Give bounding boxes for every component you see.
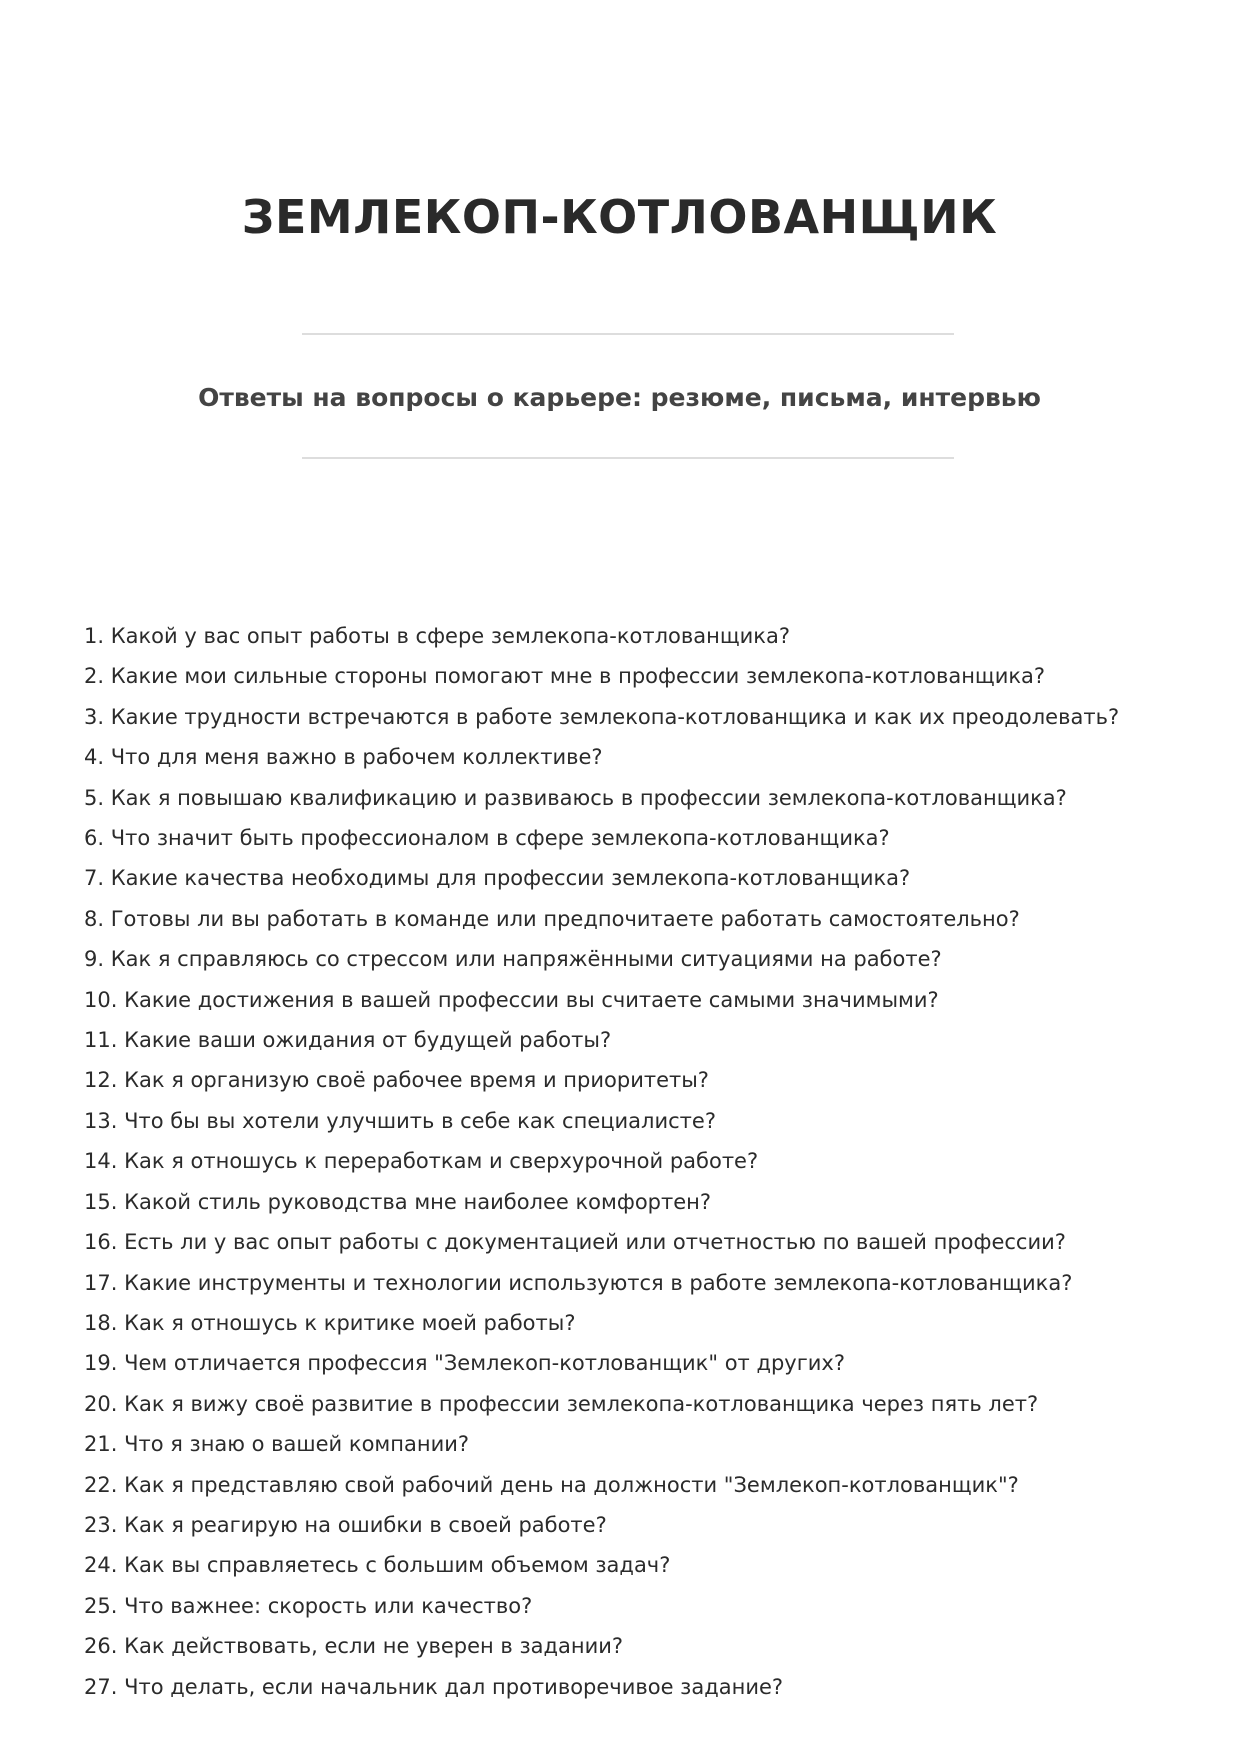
question-item: 2. Какие мои сильные стороны помогают мне в профессии землекопа-котлованщика? (84, 664, 1046, 689)
question-item: 21. Что я знаю о вашей компании? (84, 1432, 470, 1457)
question-item: 27. Что делать, если начальник дал противоречивое задание? (84, 1674, 784, 1699)
question-item: 19. Чем отличается профессия "Землекоп-котлованщик" от других? (84, 1351, 845, 1376)
question-item: 25. Что важнее: скорость или качество? (84, 1593, 533, 1618)
question-item: 5. Как я повышаю квалификацию и развиваюсь в профессии землекопа-котлованщика? (84, 785, 1067, 810)
question-item: 13. Что бы вы хотели улучшить в себе как специалисте? (84, 1108, 716, 1133)
question-item: 24. Как вы справляетесь с большим объемом задач? (84, 1553, 671, 1578)
question-item: 6. Что значит быть профессионалом в сфере землекопа-котлованщика? (84, 826, 890, 851)
question-item: 14. Как я отношусь к переработкам и сверхурочной работе? (84, 1149, 759, 1174)
divider-top (302, 333, 954, 335)
question-item: 17. Какие инструменты и технологии используются в работе землекопа-котлованщика? (84, 1270, 1073, 1295)
question-item: 23. Как я реагирую на ошибки в своей работе? (84, 1512, 607, 1537)
question-item: 12. Как я организую своё рабочее время и приоритеты? (84, 1068, 709, 1093)
question-item: 15. Какой стиль руководства мне наиболее комфортен? (84, 1189, 712, 1214)
divider-bottom (302, 457, 954, 459)
question-item: 26. Как действовать, если не уверен в задании? (84, 1634, 624, 1659)
question-item: 11. Какие ваши ожидания от будущей работы? (84, 1028, 612, 1053)
question-item: 10. Какие достижения в вашей профессии вы считаете самыми значимыми? (84, 987, 939, 1012)
question-item: 18. Как я отношусь к критике моей работы? (84, 1310, 576, 1335)
page-subtitle: Ответы на вопросы о карьере: резюме, письма, интервью (198, 383, 1041, 412)
question-item: 4. Что для меня важно в рабочем коллективе? (84, 745, 603, 770)
question-item: 16. Есть ли у вас опыт работы с документацией или отчетностью по вашей профессии? (84, 1230, 1066, 1255)
question-item: 20. Как я вижу своё развитие в профессии землекопа-котлованщика через пять лет? (84, 1391, 1039, 1416)
question-item: 22. Как я представляю свой рабочий день на должности "Землекоп-котлованщик"? (84, 1472, 1019, 1497)
question-item: 7. Какие качества необходимы для профессии землекопа-котлованщика? (84, 866, 911, 891)
question-item: 8. Готовы ли вы работать в команде или предпочитаете работать самостоятельно? (84, 906, 1020, 931)
question-item: 3. Какие трудности встречаются в работе землекопа-котлованщика и как их преодолевать? (84, 704, 1120, 729)
page-title: ЗЕМЛЕКОП-КОТЛОВАНЩИК (241, 190, 998, 244)
question-list (84, 616, 1119, 1707)
question-item: 9. Как я справляюсь со стрессом или напряжёнными ситуациями на работе? (84, 947, 942, 972)
question-item: 1. Какой у вас опыт работы в сфере землекопа-котлованщика? (84, 624, 790, 648)
